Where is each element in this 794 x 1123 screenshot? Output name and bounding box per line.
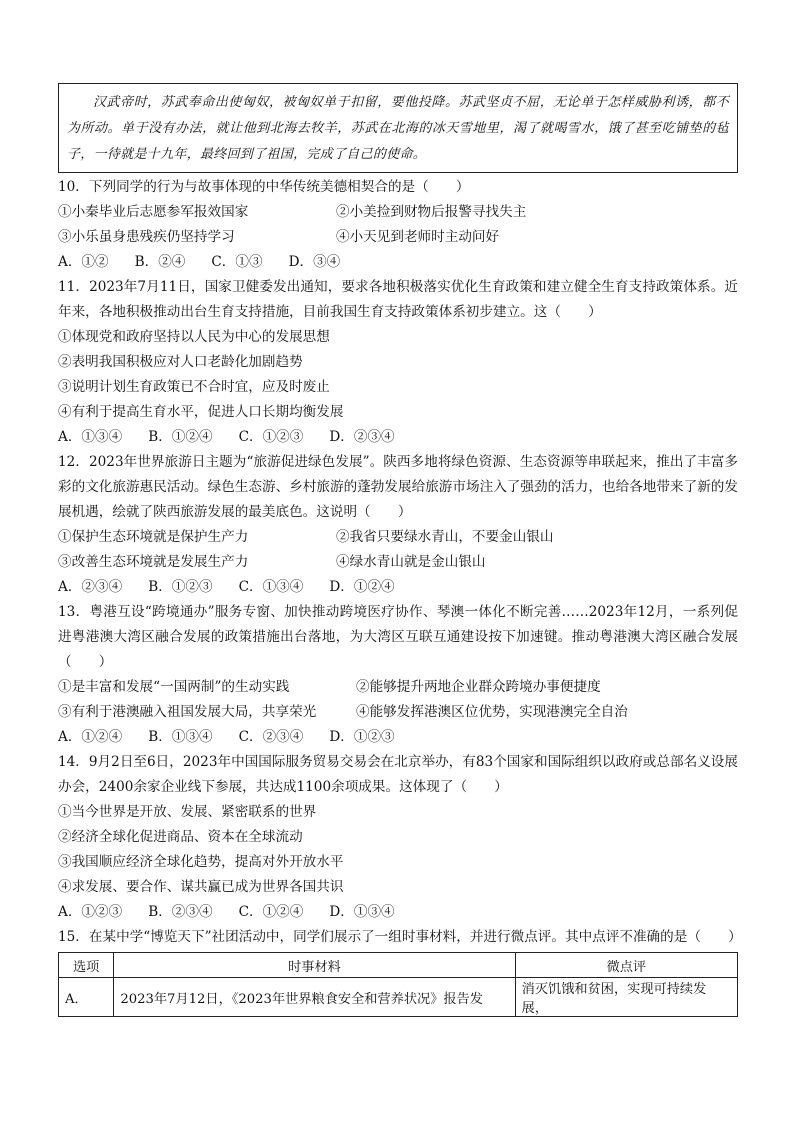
question-14-choice-c[interactable]: C．①②④	[238, 904, 304, 920]
table-header-comment: 微点评	[515, 953, 737, 978]
question-10-option-3: ③小乐虽身患残疾仍坚持学习	[58, 229, 235, 245]
question-10-options-row-1	[58, 200, 738, 225]
question-13-options-row-1	[58, 675, 738, 700]
question-10-choices	[58, 250, 738, 275]
question-12-choice-a[interactable]: A．②③④	[58, 579, 123, 595]
table-cell-comment: 消灭饥饿和贫困，实现可持续发展，	[515, 978, 737, 1017]
question-12-choice-b[interactable]: B．①②③	[148, 579, 213, 595]
question-14-choices	[58, 900, 738, 925]
story-passage-text: 汉武帝时，苏武奉命出使匈奴，被匈奴单于扣留，要他投降。苏武坚贞不屈，无论单于怎样威胁利诱，都不为所动。单于没有办法，就让他到北海去牧羊，苏武在北海的冰天雪地里，渴了就喝雪水，饿了甚至吃铺垫的毡子，一待就是十九年，最终回到了祖国，完成了自己的使命。	[67, 95, 729, 162]
question-14-option-2: ②经济全球化促进商品、资本在全球流动	[58, 829, 303, 845]
question-11-choice-d[interactable]: D．②③④	[329, 429, 395, 445]
question-10-options-row-2	[58, 225, 738, 250]
question-11-option-1: ①体现党和政府坚持以人民为中心的发展思想	[58, 329, 330, 345]
table-row	[59, 978, 738, 1017]
question-13-choice-b[interactable]: B．①③④	[148, 729, 213, 745]
question-15-table	[58, 952, 738, 1017]
question-14-option-4: ④求发展、要合作、谋共赢已成为世界各国共识	[58, 879, 344, 895]
table-header-row	[59, 953, 738, 978]
question-14-choice-a[interactable]: A．①②③	[58, 904, 123, 920]
question-12-choice-d[interactable]: D．①②④	[329, 579, 395, 595]
question-11-choice-c[interactable]: C．①②③	[238, 429, 304, 445]
question-12-option-3: ③改善生态环境就是发展生产力	[58, 554, 249, 570]
question-11-option-4: ④有利于提高生育水平，促进人口长期均衡发展	[58, 404, 344, 420]
question-11-choices	[58, 425, 738, 450]
question-13-options-row-2	[58, 700, 738, 725]
exam-page	[58, 83, 742, 1017]
question-12-options-row-1	[58, 525, 738, 550]
question-13-choice-d[interactable]: D．①②③	[329, 729, 395, 745]
question-13-stem: 13．粤港互设“跨境通办”服务专窗、加快推动跨境医疗协作、琴澳一体化不断完善……2023年12月，一系列促进粤港澳大湾区融合发展的政策措施出台落地，为大湾区互联互通建设按下加速键。推动粤港澳大湾区融合发展（ ）	[58, 604, 738, 670]
question-10-choice-a[interactable]: A．①②	[58, 254, 109, 270]
question-14-option-1: ①当今世界是开放、发展、紧密联系的世界	[58, 804, 317, 820]
question-12-options-row-2	[58, 550, 738, 575]
question-10-option-4: ④小天见到老师时主动问好	[336, 229, 500, 245]
question-11-option-3: ③说明计划生育政策已不合时宜，应及时废止	[58, 379, 330, 395]
question-14-choice-d[interactable]: D．①③④	[329, 904, 395, 920]
question-11-option-2: ②表明我国积极应对人口老龄化加剧趋势	[58, 354, 303, 370]
question-14-stem: 14．9月2日至6日，2023年中国国际服务贸易交易会在北京举办，有83个国家和国际组织以政府或总部名义设展办会，2400余家企业线下参展，共达成1100余项成果。这体现了（ ）	[58, 754, 738, 795]
question-13-choice-a[interactable]: A．①②④	[58, 729, 123, 745]
question-12-stem: 12．2023年世界旅游日主题为“旅游促进绿色发展”。陕西多地将绿色资源、生态资源等串联起来，推出了丰富多彩的文化旅游惠民活动。绿色生态游、乡村旅游的蓬勃发展给旅游市场注入了强劲的活力，也给各地带来了新的发展机遇，绘就了陕西旅游发展的最美底色。这说明（ ）	[58, 454, 738, 520]
question-10-choice-b[interactable]: B．②④	[134, 254, 186, 270]
question-12-option-4: ④绿水青山就是金山银山	[336, 554, 486, 570]
question-13-choice-c[interactable]: C．②③④	[238, 729, 304, 745]
question-10-choice-c[interactable]: C．①③	[211, 254, 263, 270]
question-13-option-4: ④能够发挥港澳区位优势，实现港澳完全自治	[356, 704, 628, 720]
question-12-option-1: ①保护生态环境就是保护生产力	[58, 529, 249, 545]
question-11-choice-b[interactable]: B．①②④	[148, 429, 213, 445]
question-14-option-3: ③我国顺应经济全球化趋势，提高对外开放水平	[58, 854, 344, 870]
table-header-material: 时事材料	[114, 953, 515, 978]
question-12-option-2: ②我省只要绿水青山，不要金山银山	[336, 529, 554, 545]
question-10-option-1: ①小秦毕业后志愿参军报效国家	[58, 204, 249, 220]
question-11-stem: 11．2023年7月11日，国家卫健委发出通知，要求各地积极落实优化生育政策和建立健全生育支持政策体系。近年来，各地积极推动出台生育支持措施，目前我国生育支持政策体系初步建立。这（ ）	[58, 279, 738, 320]
question-15-stem: 15．在某中学“博览天下”社团活动中，同学们展示了一组时事材料，并进行微点评。其中点评不准确的是（ ）	[58, 929, 742, 945]
question-13-option-3: ③有利于港澳融入祖国发展大局，共享荣光	[58, 704, 317, 720]
question-10-stem: 10．下列同学的行为与故事体现的中华传统美德相契合的是（ ）	[58, 179, 470, 195]
table-header-option: 选项	[59, 953, 114, 978]
question-12-choice-c[interactable]: C．①③④	[238, 579, 304, 595]
question-11-choice-a[interactable]: A．①③④	[58, 429, 123, 445]
question-14-choice-b[interactable]: B．②③④	[148, 904, 213, 920]
question-13-option-1: ①是丰富和发展“一国两制”的生动实践	[58, 679, 290, 695]
question-10-choice-d[interactable]: D．③④	[288, 254, 341, 270]
question-13-option-2: ②能够提升两地企业群众跨境办事便捷度	[356, 679, 601, 695]
question-12-choices	[58, 575, 738, 600]
story-passage-box	[58, 83, 738, 173]
question-13-choices	[58, 725, 738, 750]
table-cell-material: 2023年7月12日，《2023年世界粮食安全和营养状况》报告发	[114, 978, 515, 1017]
question-10-option-2: ②小美捡到财物后报警寻找失主	[336, 204, 527, 220]
table-cell-option: A．	[59, 978, 114, 1017]
